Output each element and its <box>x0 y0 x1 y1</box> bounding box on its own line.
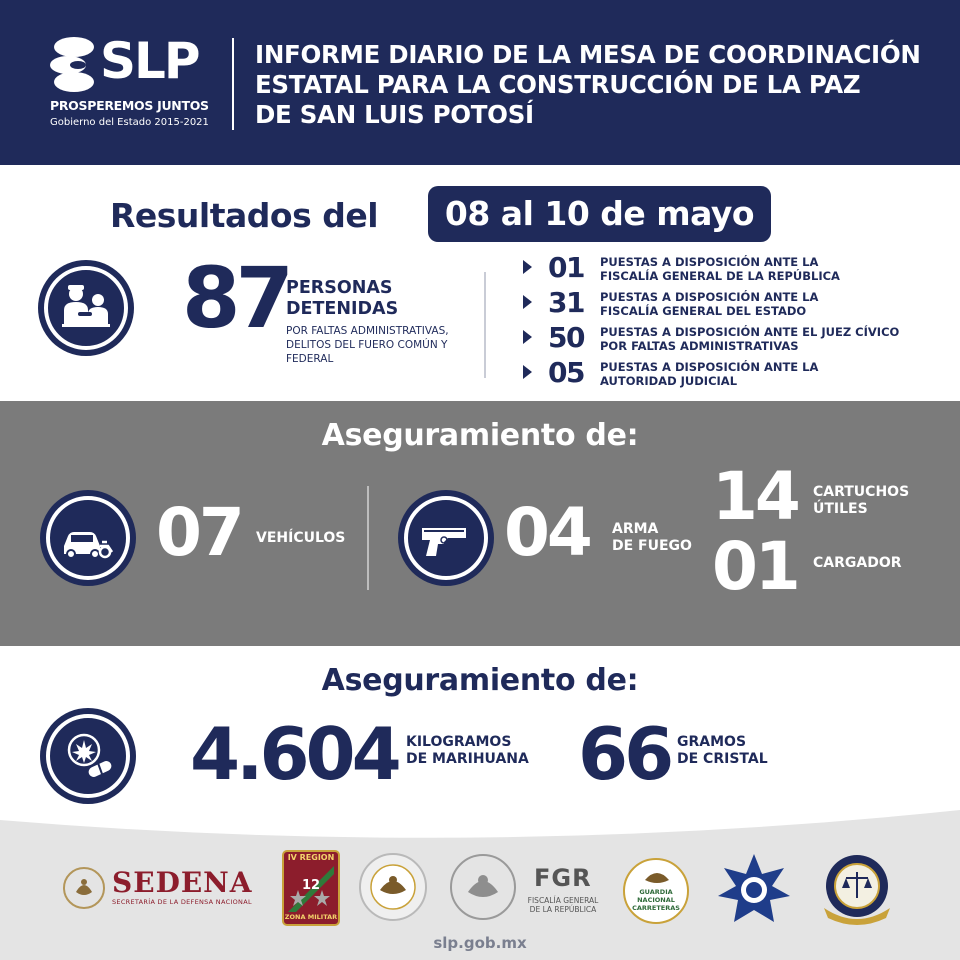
detained-count: 87 <box>182 249 289 347</box>
puesta-label-line: FISCALÍA GENERAL DEL ESTADO <box>600 304 807 318</box>
marijuana-label <box>406 734 529 768</box>
detained-description: POR FALTAS ADMINISTRATIVAS, DELITOS DEL FUERO COMÚN Y FEDERAL <box>286 325 449 365</box>
detained-title-line: DETENIDAS <box>286 299 399 319</box>
magazine-label: CARGADOR <box>813 555 902 571</box>
logo-wordmark: SLP <box>100 32 199 90</box>
weapons-label <box>612 521 692 555</box>
vehicles-count: 07 <box>156 494 242 571</box>
header-divider <box>232 38 234 130</box>
eagle-icon <box>643 868 671 884</box>
puestas-list <box>520 252 940 392</box>
puesta-label <box>600 255 840 283</box>
guardia-carreteras-text <box>625 888 687 912</box>
puesta-label-line: PUESTAS A DISPOSICIÓN ANTE LA <box>600 360 819 374</box>
zona-militar-badge[interactable] <box>282 850 340 926</box>
seizure-title: Aseguramiento de: <box>321 663 639 698</box>
slp-logo[interactable] <box>48 34 218 134</box>
website-link[interactable]: slp.gob.mx <box>433 934 527 952</box>
fiscalia-estado-seal-icon[interactable] <box>818 852 896 926</box>
detained-title <box>286 278 398 320</box>
fgr-subtitle-line: DE LA REPÚBLICA <box>529 905 597 914</box>
crystal-label-line: DE CRISTAL <box>677 751 768 767</box>
guardia-carreteras-logo[interactable] <box>623 858 689 924</box>
puesta-label-line: PUESTAS A DISPOSICIÓN ANTE EL JUEZ CÍVICO <box>600 325 900 339</box>
weapons-label-line: ARMA <box>612 521 659 537</box>
puesta-label <box>600 290 818 318</box>
crystal-label-line: GRAMOS <box>677 734 747 750</box>
results-label: Resultados del <box>110 196 379 235</box>
arrow-right-icon <box>523 365 532 379</box>
puesta-count: 05 <box>548 356 584 389</box>
guardia-carreteras-line: GUARDIA <box>639 888 673 896</box>
detained-person-icon <box>38 260 134 356</box>
fgr-subtitle-line: FISCALÍA GENERAL <box>527 896 599 905</box>
fgr-subtitle <box>527 896 599 914</box>
header-banner <box>0 0 960 165</box>
zone-label: ZONA MILITAR <box>284 913 338 921</box>
car-motorcycle-icon <box>40 490 136 586</box>
puesta-label-line: PUESTAS A DISPOSICIÓN ANTE LA <box>600 290 819 304</box>
slp-logo-mark-icon <box>48 34 108 98</box>
marijuana-label-line: KILOGRAMOS <box>406 734 512 750</box>
mexico-coat-of-arms-icon[interactable] <box>62 866 106 910</box>
results-divider <box>484 272 486 378</box>
weapons-count: 04 <box>504 494 590 571</box>
puesta-label <box>600 360 818 388</box>
magazine-count: 01 <box>712 528 798 605</box>
cartridges-count: 14 <box>712 458 798 535</box>
puesta-label-line: POR FALTAS ADMINISTRATIVAS <box>600 339 799 353</box>
zone-number: 12 <box>301 878 321 893</box>
puesta-item <box>520 252 940 287</box>
arrow-right-icon <box>523 295 532 309</box>
fgr-logo[interactable]: FGR <box>534 864 592 892</box>
crystal-count: 66 <box>578 712 671 796</box>
weapons-label-line: DE FUEGO <box>612 538 692 554</box>
puesta-label-line: FISCALÍA GENERAL DE LA REPÚBLICA <box>600 269 840 283</box>
pistol-icon <box>398 490 494 586</box>
mexican-state-seal-icon[interactable] <box>448 852 518 922</box>
puesta-count: 31 <box>548 286 584 319</box>
puesta-item <box>520 287 940 322</box>
report-title-line: DE SAN LUIS POTOSÍ <box>255 100 534 129</box>
marijuana-count: 4.604 <box>190 712 398 796</box>
report-title-line: ESTATAL PARA LA CONSTRUCCIÓN DE LA PAZ <box>255 70 861 99</box>
cartridges-label-line: ÚTILES <box>813 501 868 517</box>
seizure-divider <box>367 486 369 590</box>
cartridges-label-line: CARTUCHOS <box>813 484 910 500</box>
puesta-item <box>520 322 940 357</box>
marijuana-label-line: DE MARIHUANA <box>406 751 529 767</box>
region-label: IV REGION <box>287 853 335 862</box>
arrow-right-icon <box>523 330 532 344</box>
puesta-label-line: PUESTAS A DISPOSICIÓN ANTE LA <box>600 255 819 269</box>
puesta-label <box>600 325 899 353</box>
guardia-carreteras-line: NACIONAL <box>637 896 675 904</box>
cartridges-label <box>813 484 909 518</box>
police-star-badge-icon[interactable] <box>716 852 792 928</box>
sedena-subtitle: SECRETARÍA DE LA DEFENSA NACIONAL <box>112 898 252 906</box>
seizure-title: Aseguramiento de: <box>321 418 639 453</box>
report-title <box>255 40 945 130</box>
detained-title-line: PERSONAS <box>286 278 393 298</box>
puesta-count: 50 <box>548 321 584 354</box>
puesta-label-line: AUTORIDAD JUDICIAL <box>600 374 738 388</box>
puesta-count: 01 <box>548 251 584 284</box>
date-range-badge: 08 al 10 de mayo <box>428 186 771 242</box>
vehicles-label: VEHÍCULOS <box>256 530 346 546</box>
arrow-right-icon <box>523 260 532 274</box>
guardia-carreteras-line: CARRETERAS <box>632 904 680 912</box>
logo-subtitle: Gobierno del Estado 2015-2021 <box>50 117 209 128</box>
crystal-label <box>677 734 768 768</box>
logo-tagline: PROSPEREMOS JUNTOS <box>50 98 209 113</box>
guardia-nacional-seal-icon[interactable] <box>358 852 428 922</box>
puesta-item <box>520 357 940 392</box>
sedena-logo[interactable]: SEDENA <box>112 866 253 899</box>
report-title-line: INFORME DIARIO DE LA MESA DE COORDINACIÓN <box>255 40 921 69</box>
